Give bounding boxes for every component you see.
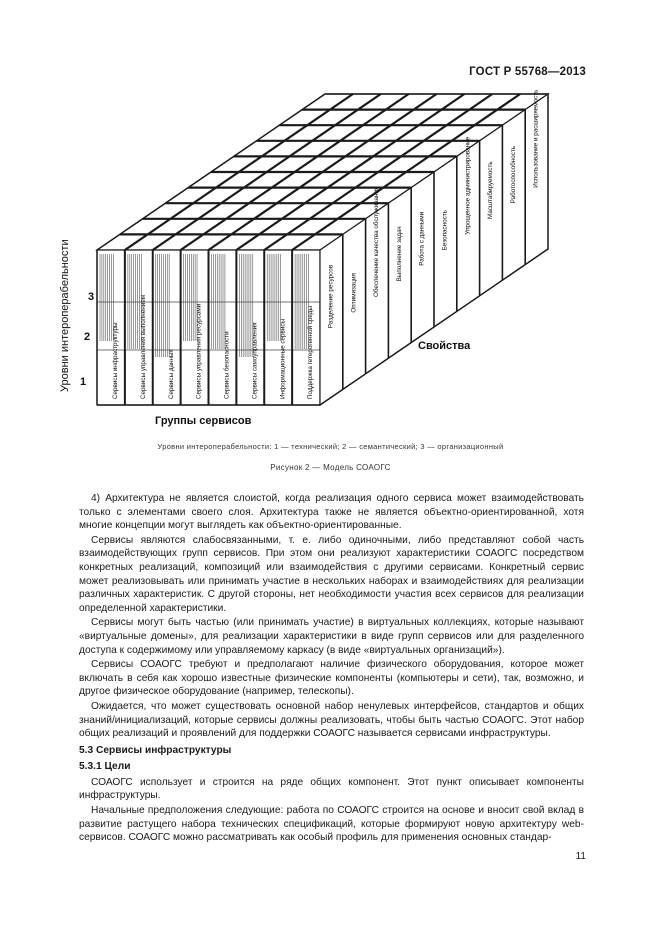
service-group-label: Сервисы безопасности: [223, 331, 231, 399]
paragraph: Начальные предположения следующие: работа по СОАОГС строится на основе и вносит свой вклад в развитие растущего набора технических спецификаций, которые формируют новую архитектуру web-сервисов. СОАОГС можно рассматривать как особый профиль для применения основных стандар-: [79, 805, 584, 844]
service-group-label: Сервисы данных: [167, 349, 175, 399]
section-heading: 5.3 Сервисы инфраструктуры: [79, 744, 232, 756]
service-group-label: Информационные сервисы: [279, 318, 287, 399]
soaogs-model-figure: [0, 0, 661, 440]
level-number-1: 1: [80, 376, 87, 388]
level-number-3: 3: [88, 291, 95, 303]
paragraph: СОАОГС использует и строится на ряде общих компонент. Этот пункт описывает компоненты инфраструктуры.: [79, 776, 584, 802]
axis-properties-label: Свойства: [418, 340, 471, 352]
property-label: Выполнение задач: [395, 226, 403, 282]
cube-front-face: [97, 250, 320, 405]
property-label: Упрощенное администрирование: [464, 136, 472, 235]
service-group-label: Сервисы инфраструктуры: [112, 322, 120, 399]
figure-legend: Уровни интероперабельности: 1 — технический; 2 — семантический; 3 — организационный: [157, 442, 504, 451]
axis-groups-label: Группы сервисов: [155, 415, 252, 427]
property-label: Работа с данными: [418, 211, 426, 266]
figure-caption: Рисунок 2 — Модель СОАОГС: [270, 463, 391, 472]
paragraph: Ожидается, что может существовать основной набор ненулевых интерфейсов, стандартов и общих знаний/инициализаций, которые сервисы должны реализовать, чтобы быть частью СОАОГС. Этот набор общих реализаций и проявлений для поддержки СОАОГС называется сервисами инфраструктуры.: [79, 700, 584, 740]
page-number: 11: [575, 851, 586, 862]
property-label: Оптимизация: [350, 273, 358, 313]
property-label: Использование и расширяемость: [532, 89, 540, 188]
property-label: Работоспособность: [509, 145, 517, 204]
property-label: Разделение ресурсов: [327, 264, 335, 329]
paragraph: Сервисы могут быть частью (или принимать участие) в виртуальных коллекциях, которые называют «виртуальные домены», для реализации характеристики в виде групп сервисов или для разделенного доступа к содержимому или управляемому каркасу (в виде «виртуальных организаций»).: [79, 617, 584, 656]
service-group-label: Сервисы самоуправления: [251, 322, 259, 399]
axis-levels-label: Уровни интероперабельности: [59, 239, 71, 392]
level-number-2: 2: [84, 331, 91, 343]
property-label: Масштабируемость: [487, 161, 495, 219]
paragraph: 4) Архитектура не является слоистой, когда реализация одного сервиса может взаимодействовать только с элементами своего слоя. Архитектура также не является объектно-ориентированной, хотя многие концепции могут выглядеть как объектно-ориентированные.: [79, 493, 584, 532]
subsection-heading: 5.3.1 Цели: [79, 761, 131, 773]
paragraph: Сервисы являются слабосвязанными, т. е. либо одиночными, либо представляют собой часть взаимодействующих групп сервисов. При этом они реализуют характеристики СОАОГС посредством конкретных реализаций, композиций или взаимодействия с другими сервисами. Конкретный сервис может реализовывать или принимать участие в нескольких наборах и взаимодействиях для реализации различных характеристик. С другой стороны, нет необходимости участия всех сервисов для реализации определенной характеристики.: [79, 534, 584, 614]
paragraph: Сервисы СОАОГС требуют и предполагают наличие физического оборудования, которое может включать в себя как хорошо известные физические компоненты (компьютеры и сети), так, возможно, и другое физическое оборудование (например, телескопы).: [79, 659, 584, 698]
service-group-label: Сервисы управления выполнением: [139, 294, 147, 399]
service-group-label: Сервисы управления ресурсами: [195, 303, 203, 399]
property-label: Обеспечение качества обслуживания: [373, 186, 381, 297]
service-group-label: Поддержка гетерогенной среды: [307, 306, 315, 399]
body-text: [79, 492, 584, 846]
document-id-header: ГОСТ Р 55768—2013: [469, 66, 586, 78]
property-label: Безопасность: [441, 210, 449, 251]
